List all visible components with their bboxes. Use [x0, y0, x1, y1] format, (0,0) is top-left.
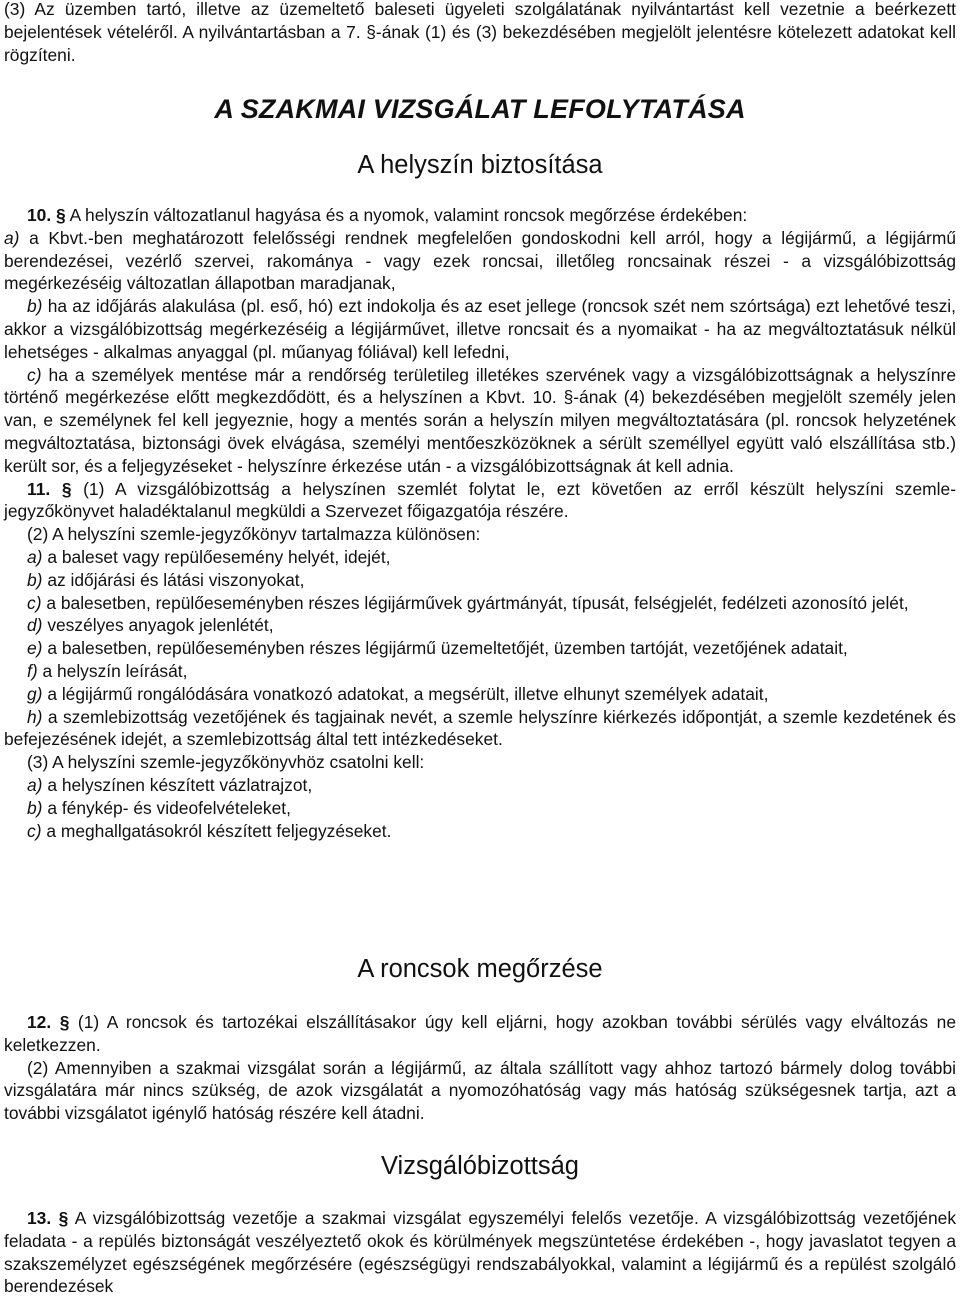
section-number: 10. §	[27, 205, 66, 225]
section-13	[4, 1207, 956, 1298]
heading-site-security: A helyszín biztosítása	[357, 151, 603, 179]
heading-main: A SZAKMAI VIZSGÁLAT LEFOLYTATÁSA	[214, 94, 746, 124]
section-11-p2-intro: (2) A helyszíni szemle-jegyzőkönyv tartalmazza különösen:	[27, 524, 481, 545]
section-12	[4, 1011, 956, 1125]
list-item: e) a balesetben, repülőeseményben részes légijármű üzemeltetőjét, üzemben tartóját, vezetőjének adatait,	[27, 638, 848, 659]
list-item: b) az időjárási és látási viszonyokat,	[27, 569, 305, 590]
section-11-p3-intro: (3) A helyszíni szemle-jegyzőkönyvhöz csatolni kell:	[27, 752, 425, 773]
list-item: h) a szemlebizottság vezetőjének és tagjainak nevét, a szemle helyszínre kiérkezés időpontját, a szemle kezdetének és befejezésének idejét, a szemlebizottság által tett intézkedéseket.	[4, 706, 956, 750]
section-10-intro: 10. § A helyszín változatlanul hagyása és a nyomok, valamint roncsok megőrzése érdekében:	[27, 205, 748, 225]
list-item: f) a helyszín leírását,	[27, 660, 188, 681]
section-10-item-b: b) ha az időjárás alakulása (pl. eső, hó) ezt indokolja és az eset jellege (roncsok szét nem szórtsága) ezt lehetővé teszi, akkor a vizsgálóbizottság megérkezéséig a légijárművet, illetve roncsait és a nyomaikat - ha az megváltoztatásuk nélkül lehetséges - alkalmas anyaggal (pl. műanyag fóliával) kell lefedni,	[4, 296, 956, 362]
section-10	[4, 204, 956, 842]
section-10-item-c: c) ha a személyek mentése már a rendőrség területileg illetékes szervének vagy a vizsgálóbizottságnak a helyszínre történő megérkezése előtt megkezdődött, és a helyszínen a Kbvt. 10. §-ának (4) bekezdésében megjelölt személy jelen van, e személynek fel kell jegyeznie, hogy a mentés során a helyszín milyen megváltoztatására (pl. roncsok helyzetének megváltoztatása, biztonsági övek elvágása, személyi mentőeszközöknek a sérült személlyel együtt való elszállítása stb.) került sor, és a feljegyzéseket - helyszínre érkezése után - a vizsgálóbizottságnak át kell adnia.	[4, 364, 956, 476]
section-11-p1: 11. § (1) A vizsgálóbizottság a helyszínen szemlét folytat le, ezt követően az erről készült helyszíni szemle-jegyzőkönyvet haladéktalanul megküldi a Szervezet főigazgatója részére.	[4, 478, 956, 522]
section-number: 11. §	[27, 478, 72, 499]
list-item: c) a balesetben, repülőeseményben részes légijárművek gyártmányát, típusát, felségjelét, fedélzeti azonosító jelét,	[27, 592, 909, 613]
section-12-p1: 12. § (1) A roncsok és tartozékai elszállításakor úgy kell eljárni, hogy azokban további sérülés vagy elváltozás ne keletkezzen.	[4, 1012, 956, 1055]
section-10-item-a: a) a Kbvt.-ben meghatározott felelősségi rendnek megfelelően gondoskodni kell arról, hogy a légijármű, a légijármű berendezései, vezérlő szervei, rakománya - vagy ezek roncsai, illetőleg roncsainak részei - a vizsgálóbizottság megérkezéséig változatlan állapotban maradjanak,	[4, 227, 956, 294]
list-item: c) a meghallgatásokról készített feljegyzéseket.	[27, 820, 392, 841]
list-item: d) veszélyes anyagok jelenlétét,	[27, 615, 274, 636]
section-12-p2: (2) Amennyiben a szakmai vizsgálat során a légijármű, az általa szállított vagy ahhoz tartozó bármely dolog további vizsgálatára már nincs szükség, de azok vizsgálatát a nyomozóhatóság vagy más hatóság szükségesnek tartja, azt a további vizsgálatot igénylő hatóság részére kell átadni.	[4, 1057, 956, 1124]
heading-wreckage: A roncsok megőrzése	[357, 955, 603, 983]
heading-committee: Vizsgálóbizottság	[381, 1152, 579, 1180]
section-number: 13. §	[27, 1208, 69, 1228]
section-13-p1: 13. § A vizsgálóbizottság vezetője a szakmai vizsgálat egyszemélyi felelős vezetője. A vizsgálóbizottság vezetőjének feladata - a repülés biztonságát veszélyeztető okok és körülmények megszüntetése érdekében -, hogy javaslatot tegyen a szakszemélyzet egészségének megőrzésére (egészségügyi rendszabályokkal, valamint a légijármű és a repülést szolgáló berendezések	[4, 1208, 957, 1297]
paragraph-3-intro: (3) Az üzemben tartó, illetve az üzemeltető baleseti ügyeleti szolgálatának nyilvántartást kell vezetnie a beérkezett bejelentések vételéről. A nyilvántartásban a 7. §-ának (1) és (3) bekezdésében megjelölt jelentésre kötelezett adatokat kell rögzíteni.	[4, 0, 956, 65]
list-item: b) a fénykép- és videofelvételeket,	[27, 797, 291, 818]
list-item: a) a helyszínen készített vázlatrajzot,	[27, 774, 313, 795]
section-number: 12. §	[27, 1012, 70, 1032]
list-item: g) a légijármű rongálódására vonatkozó adatokat, a megsérült, illetve elhunyt személyek adatait,	[27, 683, 769, 704]
list-item: a) a baleset vagy repülőesemény helyét, idejét,	[27, 546, 391, 567]
